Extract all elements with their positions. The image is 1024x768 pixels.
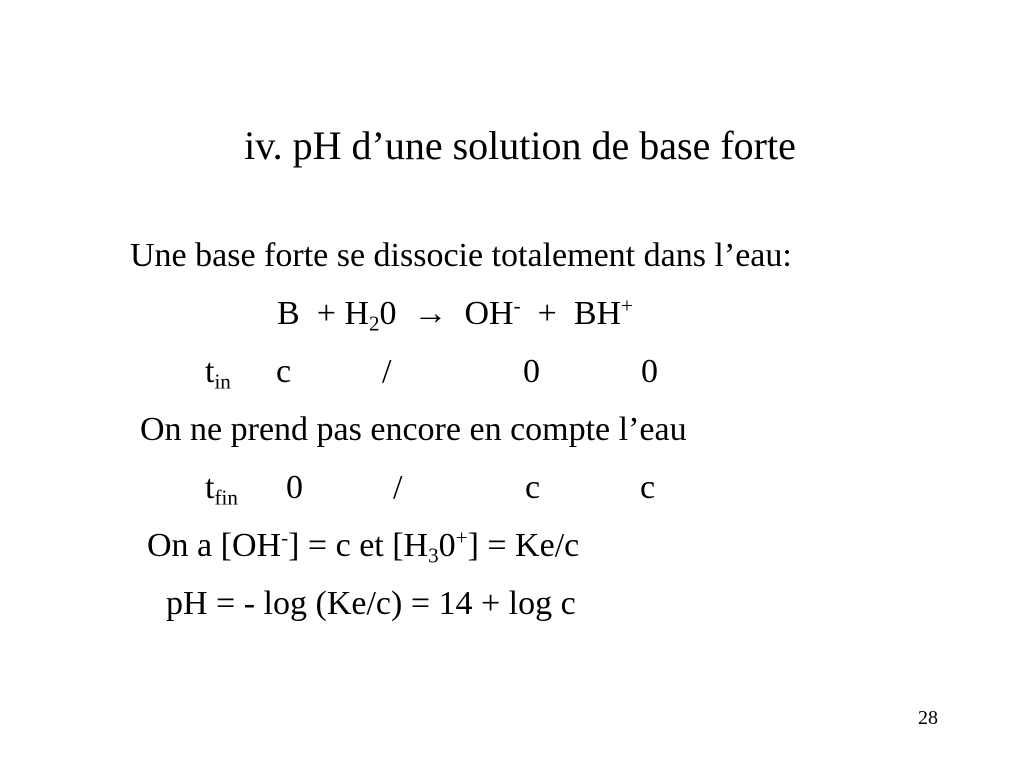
reaction-arrow-icon: → (413, 295, 448, 332)
page-number: 28 (918, 707, 938, 729)
row-final-oh: c (525, 469, 541, 506)
slide-title: iv. pH d’une solution de base forte (244, 123, 796, 168)
ph-formula: pH = - log (Ke/c) = 14 + log c (166, 585, 576, 622)
row-initial-b: c (276, 353, 292, 390)
conjugate-acid-ion: BH+ (573, 293, 633, 332)
plus-sign: + (316, 295, 336, 332)
row-initial-label: $t_{in}$ (205, 353, 231, 394)
row-final-b: 0 (286, 469, 303, 506)
row-initial-bh: 0 (641, 353, 658, 390)
row-initial-water: / (382, 353, 392, 390)
concentration-line: On a [OH-] = c et $[H_30^+] = Ke/c$ (147, 525, 580, 568)
row-final-bh: c (640, 469, 656, 506)
note-text: On ne prend pas encore en compte l’eau (140, 411, 687, 448)
reactant-b: B (277, 295, 300, 332)
row-final-water: / (393, 469, 403, 506)
row-initial-oh: 0 (523, 353, 540, 390)
row-final-label: $t_{fin}$ (205, 469, 238, 510)
reaction-equation (277, 294, 633, 334)
intro-text: Une base forte se dissocie totalement dans l’eau: (130, 237, 792, 274)
hydroxide-ion: OH- (464, 293, 521, 332)
water-formula: $H_20$ (344, 295, 397, 336)
plus-sign: + (537, 295, 557, 332)
